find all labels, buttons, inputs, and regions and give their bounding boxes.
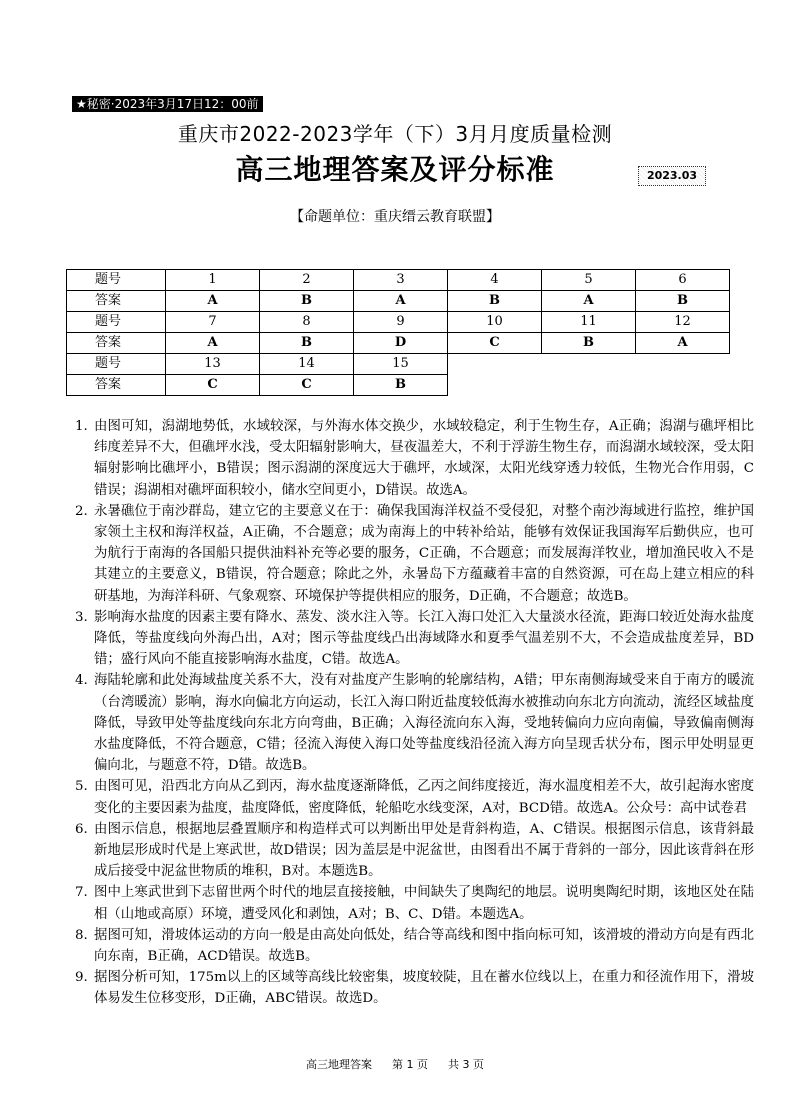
question-number: 12 (636, 312, 730, 333)
confidential-notice: ★秘密·2023年3月17日12：00前 (72, 96, 263, 112)
table-row (67, 333, 730, 354)
question-number: 8 (260, 312, 354, 333)
question-number: 15 (354, 354, 448, 375)
explanation-item: 1. 由图可知，潟湖地势低，水域较深，与外海水体交换少，水域较稳定，利于生物生存，A正确；潟湖与礁坪相比纬度差异不大，但礁坪水浅，受太阳辐射影响大，昼夜温差大，不利于浮游生物生存，而潟湖水域较深，受太阳辐射影响比礁坪小，B错误；图示潟湖的深度远大于礁坪，水域深，太阳光线穿透力较低，生物光合作用弱，C错误；潟湖相对礁坪面积较小，储水空间更小，D错误。故选A。 (92, 416, 754, 501)
question-number: 11 (542, 312, 636, 333)
table-blank (448, 375, 730, 396)
footer-page-total: 共 3 页 (448, 1058, 484, 1071)
question-number: 13 (166, 354, 260, 375)
question-label: 题号 (67, 312, 166, 333)
author-unit: 【命题单位：重庆缙云教育联盟】 (290, 209, 500, 225)
answer-value: A (542, 291, 636, 312)
explanation-item: 4. 海陆轮廓和此处海域盐度关系不大，没有对盐度产生影响的轮廓结构，A错；甲东南侧海域受来自于南方的暖流（台湾暖流）影响，海水向偏北方向运动，长江入海口附近盐度较低海水被推动向东北方向流动，流经区域盐度降低，导致甲处等盐度线向东北方向弯曲，B正确；入海径流向东入海，受地转偏向力应向南偏，导致偏南侧海水盐度降低，不符合题意，C错；径流入海使入海口处等盐度线沿径流入海方向呈现舌状分布，图示甲处明显更偏向北，与题意不符，D错。故选B。 (92, 670, 754, 776)
answer-value: A (166, 333, 260, 354)
answer-value: A (636, 333, 730, 354)
table-blank (448, 354, 730, 375)
table-row (67, 312, 730, 333)
table-row (67, 291, 730, 312)
answer-value: A (354, 291, 448, 312)
explanation-item: 8. 据图可知，滑坡体运动的方向一般是由高处向低处，结合等高线和图中指向标可知，该滑坡的滑动方向是有西北向东南，B正确，ACD错误。故选B。 (92, 925, 754, 967)
explanation-item: 3. 影响海水盐度的因素主要有降水、蒸发、淡水注入等。长江入海口处汇入大量淡水径流，距海口较近处海水盐度降低，等盐度线向外海凸出，A对；图示等盐度线凸出海域降水和夏季气温差别不大，不会造成盐度差异，BD错；盛行风向不能直接影响海水盐度，C错。故选A。 (92, 607, 754, 671)
explanation-item: 6. 由图示信息，根据地层叠置顺序和构造样式可以判断出甲处是背斜构造，A、C错误。根据图示信息，该背斜最新地层形成时代是上寒武世，故D错误；因为盖层是中泥盆世，由图看出不属于背斜的一部分，因此该背斜在形成后接受中泥盆世物质的堆积，B对。本题选B。 (92, 819, 754, 883)
answer-value: B (448, 291, 542, 312)
question-number: 9 (354, 312, 448, 333)
table-row (67, 270, 730, 291)
answer-value: B (260, 291, 354, 312)
answer-value: C (166, 375, 260, 396)
question-number: 1 (166, 270, 260, 291)
answer-value: D (354, 333, 448, 354)
table-row (67, 354, 730, 375)
answer-table (66, 269, 730, 396)
answer-value: B (260, 333, 354, 354)
answer-value: A (166, 291, 260, 312)
answer-value: B (636, 291, 730, 312)
answer-value: C (448, 333, 542, 354)
answer-label: 答案 (67, 291, 166, 312)
question-number: 4 (448, 270, 542, 291)
footer-page-number: 第 1 页 (392, 1058, 428, 1071)
footer-doc-name: 高三地理答案 (306, 1058, 372, 1071)
exam-title: 重庆市2022-2023学年（下）3月月度质量检测 (177, 122, 613, 146)
question-number: 5 (542, 270, 636, 291)
answer-value: B (354, 375, 448, 396)
question-number: 2 (260, 270, 354, 291)
explanation-item: 7. 图中上寒武世到下志留世两个时代的地层直接接触，中间缺失了奥陶纪的地层。说明奥陶纪时期，该地区处在陆相（山地或高原）环境，遭受风化和剥蚀，A对；B、C、D错。本题选A。 (92, 882, 754, 924)
question-number: 14 (260, 354, 354, 375)
answer-value: C (260, 375, 354, 396)
page-footer (0, 1056, 790, 1072)
explanation-list (68, 416, 754, 1010)
question-number: 3 (354, 270, 448, 291)
explanation-item: 2. 永暑礁位于南沙群岛，建立它的主要意义在于：确保我国海洋权益不受侵犯，对整个南沙海域进行监控，维护国家领土主权和海洋权益，A正确，不合题意；成为南海上的中转补给站，能够有效保证我国海军后勤供应，也可为航行于南海的各国船只提供油料补充等必要的服务，C正确，不合题意；而发展海洋牧业，增加渔民收入不是其建立的主要意义，B错误，符合题意；除此之外，永暑岛下方蕴藏着丰富的自然资源，可在岛上建立相应的科研基地，为海洋科研、气象观察、环境保护等提供相应的服务，D正确，不合题意；故选B。 (92, 501, 754, 607)
question-number: 10 (448, 312, 542, 333)
question-label: 题号 (67, 270, 166, 291)
answer-label: 答案 (67, 333, 166, 354)
question-number: 7 (166, 312, 260, 333)
explanation-item: 5. 由图可见，沿西北方向从乙到丙，海水盐度逐渐降低，乙丙之间纬度接近，海水温度相差不大，故引起海水密度变化的主要因素为盐度，盐度降低，密度降低，轮船吃水线变深，A对，BCD错。故选A。公众号：高中试卷君 (92, 776, 754, 818)
table-row (67, 375, 730, 396)
question-number: 6 (636, 270, 730, 291)
explanation-item: 9. 据图分析可知，175m以上的区域等高线比较密集，坡度较陡，且在蓄水位线以上，在重力和径流作用下，滑坡体易发生位移变形，D正确，ABC错误。故选D。 (92, 967, 754, 1009)
question-label: 题号 (67, 354, 166, 375)
date-badge: 2023.03 (638, 166, 706, 186)
document-title: 高三地理答案及评分标准 (235, 153, 555, 186)
answer-value: B (542, 333, 636, 354)
answer-label: 答案 (67, 375, 166, 396)
